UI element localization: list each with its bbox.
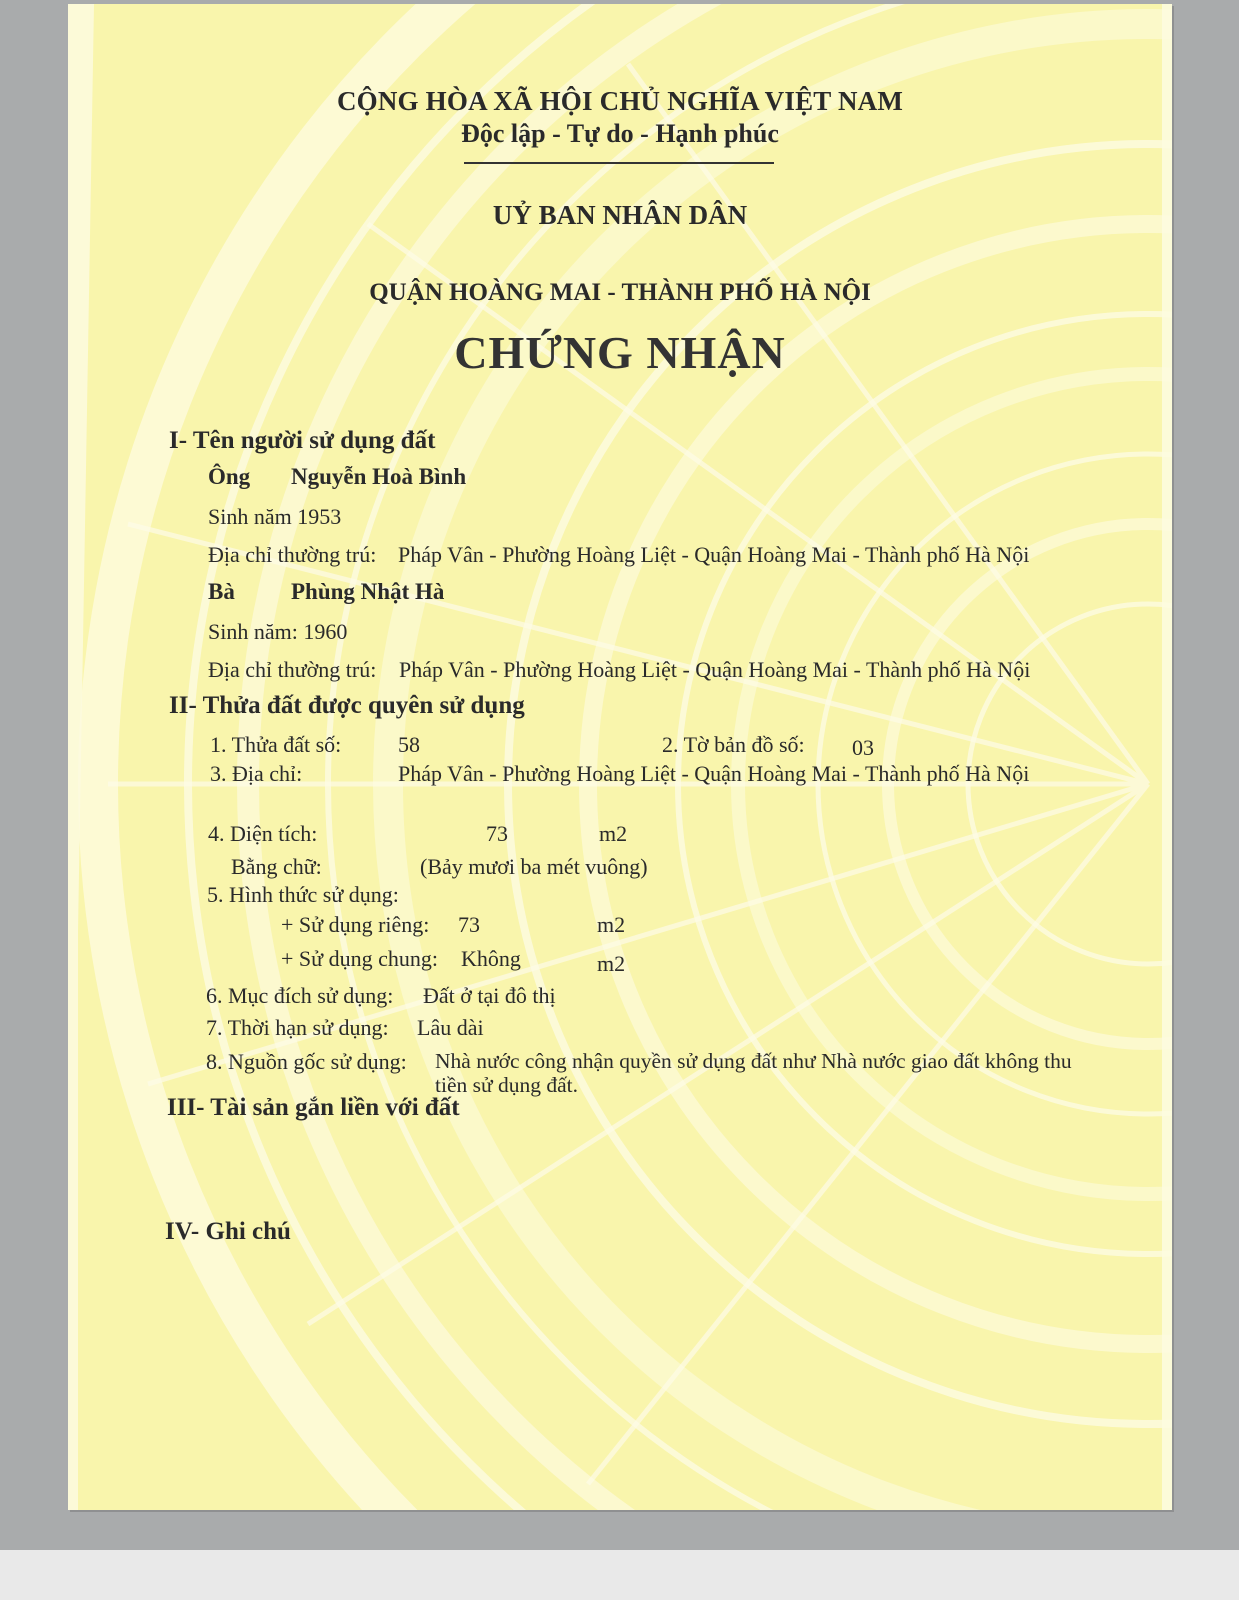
parcel-number-value: 58 <box>398 732 420 757</box>
country-name: CỘNG HÒA XÃ HỘI CHỦ NGHĨA VIỆT NAM <box>336 86 904 116</box>
owner1-address: Pháp Vân - Phường Hoàng Liệt - Quận Hoàng Mai - Thành phố Hà Nội <box>398 542 1030 567</box>
scan-bottom-margin <box>0 1550 1239 1600</box>
header-divider <box>464 162 774 164</box>
section-3-heading: III- Tài sản gắn liền với đất <box>167 1094 460 1121</box>
district-name: QUẬN HOÀNG MAI - THÀNH PHỐ HÀ NỘI <box>369 279 871 306</box>
owner2-address: Pháp Vân - Phường Hoàng Liệt - Quận Hoàng Mai - Thành phố Hà Nội <box>399 657 1031 682</box>
purpose-label: 6. Mục đích sử dụng: <box>206 983 394 1008</box>
origin-value-line1: Nhà nước công nhận quyền sử dụng đất như Nhà nước giao đất không thu <box>435 1049 1072 1073</box>
section-1-heading: I- Tên người sử dụng đất <box>169 427 436 454</box>
origin-value-line2: tiền sử dụng đất. <box>435 1073 579 1097</box>
national-motto: Độc lập - Tự do - Hạnh phúc <box>461 119 779 148</box>
certificate-page <box>68 4 1172 1510</box>
owner2-address-label: Địa chỉ thường trú: <box>208 657 377 682</box>
map-sheet-label: 2. Tờ bản đồ số: <box>662 732 805 757</box>
parcel-number-label: 1. Thửa đất số: <box>210 732 342 757</box>
term-label: 7. Thời hạn sử dụng: <box>206 1015 389 1040</box>
area-unit: m2 <box>599 821 628 846</box>
owner1-address-label: Địa chỉ thường trú: <box>208 542 377 567</box>
purpose-value: Đất ở tại đô thị <box>423 983 556 1008</box>
usage-form-label: 5. Hình thức sử dụng: <box>207 882 399 907</box>
private-use-value: 73 <box>458 912 480 937</box>
issuing-authority: UỶ BAN NHÂN DÂN <box>492 200 748 230</box>
shared-use-value: Không <box>461 946 521 971</box>
owner2-name: Phùng Nhật Hà <box>291 579 445 604</box>
owner1-name: Nguyễn Hoà Bình <box>291 464 467 489</box>
parcel-address-value: Pháp Vân - Phường Hoàng Liệt - Quận Hoàng Mai - Thành phố Hà Nội <box>398 761 1030 786</box>
origin-label: 8. Nguồn gốc sử dụng: <box>206 1049 407 1074</box>
private-use-label: + Sử dụng riêng: <box>281 912 430 937</box>
area-value: 73 <box>486 821 508 846</box>
section-4-heading: IV- Ghi chú <box>165 1218 291 1245</box>
owner2-salutation: Bà <box>208 579 235 604</box>
shared-use-unit: m2 <box>597 951 626 976</box>
owner2-birth-year: Sinh năm: 1960 <box>208 619 348 644</box>
section-2-heading: II- Thửa đất được quyên sử dụng <box>169 692 525 719</box>
parcel-address-label: 3. Địa chỉ: <box>210 761 303 786</box>
owner1-salutation: Ông <box>208 464 251 489</box>
owner1-birth-year: Sinh năm 1953 <box>208 504 342 529</box>
map-sheet-value: 03 <box>852 735 874 760</box>
shared-use-label: + Sử dụng chung: <box>281 946 438 971</box>
area-in-words-value: (Bảy mươi ba mét vuông) <box>420 854 648 879</box>
area-label: 4. Diện tích: <box>208 821 318 846</box>
term-value: Lâu dài <box>417 1015 484 1040</box>
area-in-words-label: Bằng chữ: <box>231 854 322 879</box>
document-title: CHỨNG NHẬN <box>454 327 786 378</box>
private-use-unit: m2 <box>597 912 626 937</box>
